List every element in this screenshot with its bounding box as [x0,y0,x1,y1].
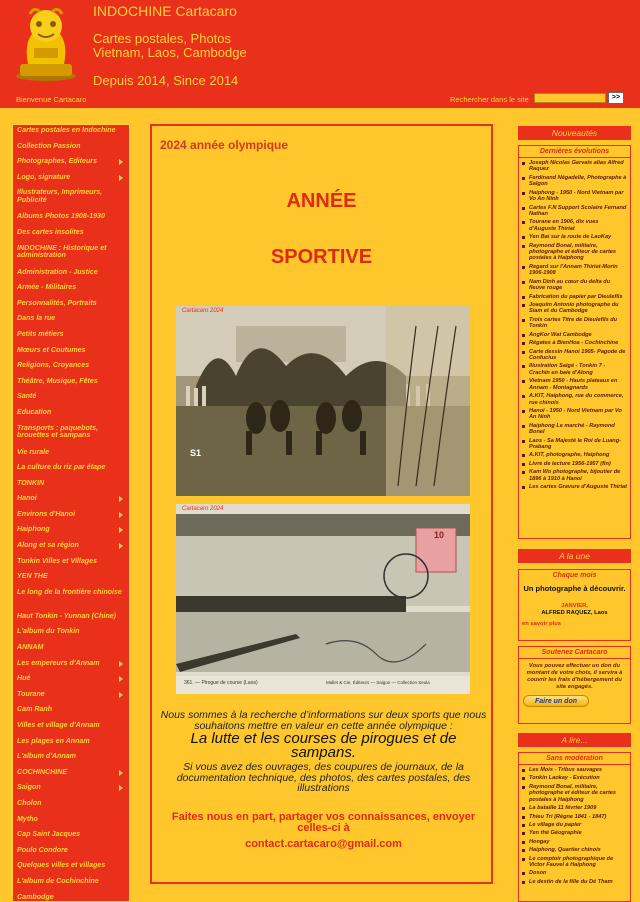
nav-item[interactable] [13,227,129,243]
nav-item-label: La culture du riz par étape [17,463,106,472]
news-item-link[interactable]: Cartes F.N Support Scolaire Fernand Nathan [522,205,627,218]
search-label: Rechercher dans le site [450,95,529,104]
news-item-link[interactable]: Les cartes Gravure d'Auguste Thiriat [522,484,627,490]
reading-item-link[interactable]: Yen thé Géographie [522,830,627,836]
reading-item-link[interactable]: Doson [522,870,627,876]
nav-item-label: Haut Tonkin - Yunnan (Chine) [17,611,117,620]
nav-item[interactable] [13,391,129,407]
photo1-watermark: Cartacaro 2024 [182,308,224,314]
nav-item-label: Religions, Croyances [17,361,90,370]
sports-highlight: La lutte et les courses de pirogues et de sampans. [190,730,457,761]
news-item-link[interactable]: Yen Bai sur la route de LaoKay [522,234,627,240]
news-item-link[interactable]: Joaquim Antonio photographe du Siam et du Cambodge [522,302,627,315]
welcome-text: Bienvenue Cartacaro [16,95,87,104]
headline-annee: ANNÉE [286,190,357,212]
reading-item-link[interactable]: Haiphong, Quartier chinois [522,847,627,853]
nav-item-label: Mytho [17,814,38,823]
nav-item-label: Hanoi [17,494,37,503]
nav-item-label: Vie rurale [17,447,50,456]
news-item-link[interactable]: Hanoi - 1950 - Nord Vietnam par Vo An Ninh [522,408,627,421]
featured-author [519,603,630,617]
nav-item-label: Cap Saint Jacques [17,830,81,839]
news-item-link[interactable]: Laos - Sa Majesté le Roi de Luang-Prabang [522,438,627,451]
nav-item[interactable] [13,187,129,211]
submenu-arrow-icon [119,543,123,549]
intro-text: Nous sommes à la recherche d’informations sur deux sports que nous souhaitons mettre en valeur en cette année olympique : [160,709,487,732]
site-header [0,0,640,108]
nav-item[interactable] [13,423,129,447]
photo1-code: S1 [190,448,202,458]
news-item-link[interactable]: Fabrication du papier par Dieulefils [522,294,627,300]
news-item-link[interactable]: Régates à BienHoa - Cochinchine [522,340,627,346]
nav-item-label: TONKIN [17,478,45,487]
nav-item[interactable] [13,829,129,845]
news-item-link[interactable]: Kam Wo photographe, bijoutier de 1896 à 1910 à Hanoi [522,469,627,482]
submenu-arrow-icon [119,770,123,776]
nav-item[interactable] [13,243,129,267]
nav-item[interactable] [13,267,129,283]
nav-item[interactable] [13,642,129,658]
nav-item[interactable] [13,478,129,494]
nav-item[interactable] [13,211,129,227]
reading-item-link[interactable]: Le village du papier [522,822,627,828]
news-item-link[interactable]: Illustration Saigé - Tonkin 7 - Crachin en baie d'Along [522,363,627,376]
nav-item-label: Santé [17,392,37,401]
news-item-link[interactable]: Livre de lecture 1956-1957 (fin) [522,461,627,467]
nav-item[interactable] [13,345,129,361]
nav-item[interactable] [13,876,129,892]
reading-item-link[interactable]: Tonkin Laokay - Exécution [522,775,627,781]
nav-item[interactable] [13,313,129,329]
stamp-value: 10 [434,530,445,540]
page-title: 2024 année olympique [160,138,289,152]
news-item-link[interactable]: Haiphong - 1950 - Nord Vietnam par Vo An Ninh [522,190,627,203]
nav-item-label: Logo, signature [17,172,71,181]
news-item-link[interactable]: Raymond Bonal, militaire, photographe et éditeur de cartes postales à Haiphong [522,243,627,262]
submenu-arrow-icon [119,692,123,698]
nav-item-label: YEN THE [17,572,48,581]
nav-item[interactable] [13,571,129,587]
photo2-watermark: Cartacaro 2024 [182,506,224,512]
nav-item-label: Haiphong [17,525,50,534]
nav-item[interactable] [13,704,129,720]
nav-item[interactable] [13,611,129,627]
nav-item-label: Dans la rue [17,314,56,323]
nav-item-label: Environs d'Hanoi [17,509,76,518]
news-item-link[interactable]: Vietnam 1950 - Hauts plateaux en Annam - Montagnards [522,378,627,391]
nav-item-label: Tourane [17,689,45,698]
nav-item-label: Le long de la frontière chinoise [17,587,122,596]
news-item-link[interactable]: Ferdinand Négadelle, Photographe à Saïgon [522,175,627,188]
reading-subtitle: Sans modération [519,755,630,765]
nav-item-label: Les empereurs d'Annam [17,658,100,667]
nav-item-label: INDOCHINE : Historique et administration [17,243,107,260]
news-item-link[interactable]: AngKor Wat Cambodge [522,332,627,338]
nav-item-label: Cam Ranh [17,705,53,714]
support-text: Vous pouvez effectuer un don du montant de votre choix, il servira à couvrir les frais d'hébergement du site engagés. [526,663,623,690]
nav-item[interactable] [13,172,129,188]
nav-item[interactable] [13,493,129,509]
nav-item-label: Tonkin Villes et Villages [17,556,98,565]
nav-item[interactable] [13,407,129,423]
nav-item-label: L'album d'Annam [17,752,76,761]
nav-item-label: Des cartes insolites [17,227,84,236]
nav-item[interactable] [13,751,129,767]
nav-item[interactable] [13,782,129,798]
submenu-arrow-icon [119,785,123,791]
nav-item-label: Cartes postales en Indochine [17,126,116,134]
nav-item[interactable] [13,125,129,141]
nav-item-label: Administration - Justice [17,267,98,276]
nav-item[interactable] [13,736,129,752]
contact-email-link[interactable]: contact.cartacaro@gmail.com [245,838,402,850]
nav-item[interactable] [13,156,129,172]
submenu-arrow-icon [119,676,123,682]
left-navigation [12,124,130,902]
nav-item-label: Education [17,407,52,416]
nav-item[interactable] [13,282,129,298]
nav-item[interactable] [13,767,129,783]
nav-item[interactable] [13,720,129,736]
nav-item[interactable] [13,860,129,876]
reading-item-link[interactable]: Hongay [522,839,627,845]
nav-item-label: Along et sa région [17,541,79,550]
news-item-link[interactable]: Trois cartes Titre de Dieulefils du Tonkin [522,317,627,330]
news-item-link[interactable]: A.KIT, Haiphong, rue du commerce, rue chinois [522,393,627,406]
nav-item-label: Personnalités, Portraits [17,298,97,307]
featured-heading: Un photographe à découvrir. [523,584,626,593]
nav-item[interactable] [13,845,129,861]
share-request: Faites nous en part, partager vos connaissances, envoyer celles-ci à [171,811,476,834]
nav-item-label: Albums Photos 1908-1930 [17,212,105,221]
search-input[interactable] [534,93,606,103]
submenu-arrow-icon [119,661,123,667]
nav-item-label: Collection Passion [17,141,81,150]
donate-button[interactable]: Faire un don [523,695,589,707]
support-box [518,646,631,724]
nav-item[interactable] [13,360,129,376]
submenu-arrow-icon [119,496,123,502]
nav-item[interactable] [13,540,129,556]
nav-item-label: Cholon [17,798,42,807]
nav-item-label: Saigon [17,783,41,792]
nav-item[interactable] [13,376,129,392]
reading-item-link[interactable]: Le destin de la fille du Dé Tham [522,879,627,885]
headline-sportive: SPORTIVE [270,246,373,268]
nav-item-label: Poulo Condore [17,845,68,854]
photo2-caption: 361. — Pirogue de course (Laos) [184,680,258,686]
reading-box [518,752,631,902]
documentation-request: Si vous avez des ouvrages, des coupures de journaux, de la documentation technique, des photos, des cartes postales, des illustrations [176,761,471,794]
nav-item-label: COCHINCHINE [17,767,68,776]
nav-item-label: Théâtre, Musique, Fêtes [17,376,98,385]
nav-item[interactable] [13,892,129,902]
news-item-link[interactable]: Nam Dinh au cœur du delta du fleuve rouge [522,279,627,292]
nav-item[interactable] [13,141,129,157]
site-title[interactable]: INDOCHINE Cartacaro [93,3,237,19]
nav-item[interactable] [13,689,129,705]
nav-item[interactable] [13,673,129,689]
nav-item-label: Villes et village d'Annam [17,721,100,729]
featured-more-link[interactable]: en savoir plus [522,620,561,627]
news-item-link[interactable]: Haiphong Le marché - Raymond Bonel [522,423,627,436]
reading-item-link[interactable]: Les Mois - Tribus sauvages [522,767,627,773]
nav-item[interactable] [13,509,129,525]
submenu-arrow-icon [119,159,123,165]
nav-item-label: L'album de Cochinchine [17,876,99,885]
nav-item-label: Armée - Militaires [17,283,77,292]
news-subtitle: Dernières évolutions [519,148,630,158]
nav-item[interactable] [13,587,129,611]
news-item-link[interactable]: Carte dessin Hanoi 1905- Pagode de Confucius [522,349,627,362]
news-item-link[interactable]: A.KIT, photographe, Haiphong [522,452,627,458]
reading-list [519,765,630,885]
nav-item[interactable] [13,298,129,314]
submenu-arrow-icon [119,175,123,181]
featured-author-name: ALFRED RAQUEZ, Laos [541,609,608,616]
nav-item-label: Petits métiers [17,329,64,338]
nav-item[interactable] [13,329,129,345]
news-item-link[interactable]: Tourane en 1906, dix vues d'Auguste Thiriat [522,219,627,232]
featured-title: A la une [518,549,631,563]
nav-item-label: Photographes, Editeurs [17,157,98,166]
nav-item[interactable] [13,556,129,572]
reading-item-link[interactable]: Thieu Tri (Règne 1841 - 1847) [522,814,627,820]
nav-item[interactable] [13,626,129,642]
reading-item-link[interactable]: Raymond Bonal, militaire, photographe et éditeur de cartes postales à Haiphong [522,784,627,803]
submenu-arrow-icon [119,527,123,533]
news-item-link[interactable]: Regard sur l'Annam Thiriat-Morin 1906-1908 [522,264,627,277]
nav-item[interactable] [13,462,129,478]
nav-item[interactable] [13,798,129,814]
nav-item-label: Mœurs et Coutumes [17,345,86,354]
search-button[interactable]: >> [608,92,624,104]
news-title: Nouveautés [518,126,631,140]
featured-subtitle: Chaque mois [552,572,597,579]
support-title: Soutenez Cartacaro [519,649,630,659]
nav-item-label: Cambodge [17,892,54,901]
nav-item[interactable] [13,447,129,463]
nav-item-label: Les plages en Annam [17,736,90,745]
news-box [518,145,631,539]
reading-item-link[interactable]: Le comptoir photographique de Victor Fauvel à Haiphong [522,856,627,869]
reading-item-link[interactable]: La bataille 11 février 1909 [522,805,627,811]
tagline-line1: Cartes postales, Photos [93,31,232,46]
reading-title: A lire... [518,733,631,747]
golden-lion-logo[interactable] [10,4,82,82]
pirogue-race-postcard-image [176,504,470,694]
news-list [519,158,630,491]
featured-month: JANVIER, [561,603,588,609]
news-item-link[interactable]: Joseph Nicolas Gervais alias Alfred Raquez [522,160,627,173]
nav-item-label: ANNAM [17,643,44,652]
nav-item[interactable] [13,658,129,674]
nav-item-label: Transports : paquebots, brouettes et sampans [17,423,99,440]
nav-item[interactable] [13,814,129,830]
submenu-arrow-icon [119,512,123,518]
tagline-line3: Depuis 2014, Since 2014 [93,73,239,88]
tagline-line2: Vietnam, Laos, Cambodge [93,45,247,60]
wrestling-postcard-image [176,306,470,496]
photo2-publisher: Mallet & Cie, Éditeurs — Saigon — Collection Seula [326,680,430,685]
nav-item-label: Illustrateurs, Imprimeurs, Publicité [17,188,103,205]
nav-item-label: Hué [17,674,31,683]
nav-item-label: L'album du Tonkin [17,627,80,636]
featured-box [518,569,631,641]
main-content [150,124,493,884]
nav-item-label: Quelques villes et villages [17,861,106,870]
nav-item[interactable] [13,524,129,540]
